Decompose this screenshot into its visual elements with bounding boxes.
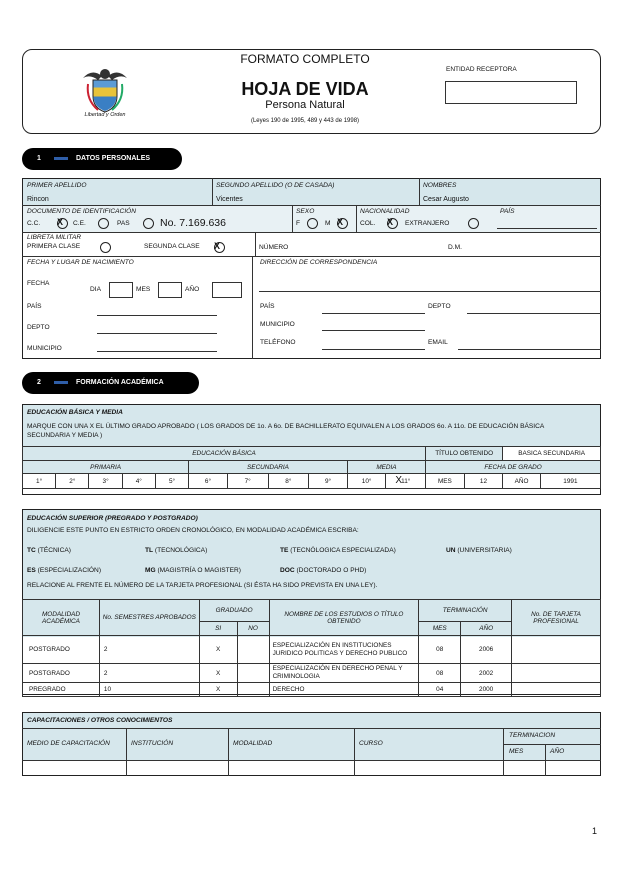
- row-tarjeta[interactable]: [512, 683, 601, 697]
- segundo-apellido-value[interactable]: Vicentes: [216, 196, 243, 203]
- ano-label: AÑO: [185, 286, 200, 293]
- row-ano[interactable]: 2000: [461, 683, 512, 697]
- code-doc: DOC (DOCTORADO O PHD): [280, 567, 367, 574]
- row-no[interactable]: [237, 683, 269, 697]
- sexo-label: SEXO: [296, 208, 315, 215]
- birth-depto-field[interactable]: [97, 333, 217, 334]
- row-semestres[interactable]: 2: [99, 664, 199, 683]
- page-number: 1: [592, 826, 598, 836]
- row-tarjeta[interactable]: [512, 636, 601, 664]
- row-ano[interactable]: 2006: [461, 636, 512, 664]
- m-label: M: [325, 220, 331, 227]
- cap-terminacion-header: TERMINACION: [509, 732, 556, 739]
- ano-field[interactable]: [212, 282, 242, 298]
- primer-apellido-value[interactable]: Rincon: [27, 196, 49, 203]
- section-2-accent: [54, 381, 68, 384]
- ce-label: C.E.: [73, 220, 86, 227]
- nombres-label: NOMBRES: [423, 182, 457, 189]
- col-nombre: NOMBRE DE LOS ESTUDIOS O TÍTULO OBTENIDO: [269, 600, 419, 636]
- table-row: [23, 664, 601, 683]
- email-field[interactable]: [458, 349, 601, 350]
- row-mes[interactable]: 08: [419, 664, 461, 683]
- section-1-label: DATOS PERSONALES: [76, 155, 151, 162]
- grade-cell[interactable]: 9°: [309, 474, 348, 489]
- titulo-obtenido-value[interactable]: BASICA SECUNDARIA: [503, 447, 601, 461]
- row-no[interactable]: [237, 664, 269, 683]
- col-tarjeta: No. DE TARJETA PROFESIONAL: [512, 600, 601, 636]
- row-modalidad[interactable]: PREGRADO: [23, 683, 100, 697]
- code-tl: TL (TECNOLÓGICA): [145, 547, 208, 554]
- code-mg: MG (MAGISTRÍA O MAGISTER): [145, 567, 241, 574]
- page-subtitle: Persona Natural: [265, 99, 345, 111]
- grado-ano-label: AÑO: [503, 474, 541, 489]
- col-modalidad: MODALIDAD ACADÉMICA: [23, 600, 100, 636]
- cap-mes-header: MES: [509, 748, 524, 755]
- dia-field[interactable]: [109, 282, 133, 298]
- row-nombre[interactable]: DERECHO: [269, 683, 419, 697]
- birth-pais-label: PAÍS: [27, 303, 42, 310]
- pais-label: PAÍS: [500, 208, 515, 215]
- col-si: SI: [199, 622, 237, 636]
- code-es: ES (ESPECIALIZACIÓN): [27, 567, 102, 574]
- f-radio[interactable]: [307, 218, 318, 229]
- fecha-grado-header: FECHA DE GRADO: [426, 461, 601, 474]
- row-mes[interactable]: 04: [419, 683, 461, 697]
- f-label: F: [296, 220, 301, 227]
- grade-marked-x: X: [395, 475, 403, 486]
- logo-caption: Libertad y Orden: [84, 112, 126, 118]
- grade-cell[interactable]: 4°: [122, 474, 155, 489]
- telefono-label: TELÉFONO: [260, 339, 296, 346]
- cap-row-medio[interactable]: [23, 761, 126, 775]
- m-selected-x: X: [337, 217, 344, 227]
- basica-grid: [22, 446, 601, 489]
- grade-cell-marked[interactable]: [386, 474, 426, 489]
- segunda-clase-selected-x: X: [214, 241, 221, 251]
- entity-field[interactable]: [445, 81, 577, 104]
- row-semestres[interactable]: 2: [99, 636, 199, 664]
- grade-cell[interactable]: 3°: [89, 474, 122, 489]
- laws-note: (Leyes 190 de 1995, 489 y 443 de 1998): [250, 118, 360, 124]
- cap-modalidad-header: MODALIDAD: [233, 740, 273, 747]
- direccion-label: DIRECCIÓN DE CORRESPONDENCIA: [260, 259, 378, 266]
- row-semestres[interactable]: 10: [99, 683, 199, 697]
- cap-row-modalidad[interactable]: [229, 761, 354, 775]
- superior-instruction: DILIGENCIE ESTE PUNTO EN ESTRICTO ORDEN CRONOLÓGICO, EN MODALIDAD ACADÉMICA ESCRIBA:: [27, 527, 359, 534]
- col-mes: MES: [419, 622, 461, 636]
- segundo-apellido-label: SEGUNDO APELLIDO (O DE CASADA): [216, 182, 335, 189]
- basica-heading: EDUCACIÓN BÁSICA Y MEDIA: [27, 409, 123, 416]
- cc-label: C.C.: [27, 220, 41, 227]
- extranjero-label: EXTRANJERO: [405, 220, 450, 227]
- secundaria-header: SECUNDARIA: [189, 461, 348, 474]
- dir-municipio-label: MUNICIPIO: [260, 321, 295, 328]
- cap-row-institucion[interactable]: [127, 761, 228, 775]
- col-no: NO: [237, 622, 269, 636]
- grade-cell[interactable]: 10°: [347, 474, 386, 489]
- page-title: HOJA DE VIDA: [241, 79, 369, 99]
- dia-label: DIA: [90, 286, 101, 293]
- grado-ano-value[interactable]: 1991: [540, 474, 600, 489]
- section-1-header: [22, 148, 182, 170]
- mes-label: MES: [136, 286, 151, 293]
- section-1-accent: [54, 157, 68, 160]
- superior-table: [22, 599, 601, 697]
- row-tarjeta[interactable]: [512, 664, 601, 683]
- dir-municipio-field[interactable]: [322, 330, 425, 331]
- birth-municipio-label: MUNICIPIO: [27, 345, 62, 352]
- libreta-label: LIBRETA MILITAR: [27, 234, 82, 241]
- col-semestres: No. SEMESTRES APROBADOS: [99, 600, 199, 636]
- direccion-field[interactable]: [259, 291, 601, 292]
- table-row: [23, 636, 601, 664]
- format-label: FORMATO COMPLETO: [240, 52, 370, 66]
- cap-row-curso[interactable]: [355, 761, 503, 775]
- col-ano: AÑO: [461, 622, 512, 636]
- dir-depto-label: DEPTO: [428, 303, 451, 310]
- col-graduado: GRADUADO: [199, 600, 269, 622]
- row-nombre[interactable]: ESPECIALIZACIÓN EN DERECHO PENAL Y CRIMINOLOGIA: [269, 664, 419, 683]
- numero-label: NÚMERO: [259, 244, 289, 251]
- birth-depto-label: DEPTO: [27, 324, 50, 331]
- pais-field-line[interactable]: [497, 228, 597, 229]
- table-row: [23, 683, 601, 697]
- cap-institucion-header: INSTITUCIÓN: [131, 740, 174, 747]
- row-ano[interactable]: 2002: [461, 664, 512, 683]
- titulo-obtenido-header: TÍTULO OBTENIDO: [426, 447, 503, 461]
- cap-ano-header: AÑO: [550, 748, 565, 755]
- nacionalidad-label: NACIONALIDAD: [360, 208, 410, 215]
- row-si[interactable]: X: [199, 636, 237, 664]
- primera-clase-radio[interactable]: [100, 242, 111, 253]
- col-selected-x: X: [387, 217, 394, 227]
- grado-mes-value[interactable]: 12: [464, 474, 503, 489]
- capacitaciones-heading: CAPACITACIONES / OTROS CONOCIMIENTOS: [27, 717, 173, 724]
- fecha-lugar-label: FECHA Y LUGAR DE NACIMIENTO: [27, 259, 134, 266]
- birth-municipio-field[interactable]: [97, 351, 217, 352]
- grade-cell[interactable]: 2°: [56, 474, 89, 489]
- dir-depto-field[interactable]: [467, 313, 601, 314]
- code-tc: TC (TÉCNICA): [27, 547, 71, 554]
- segunda-clase-label: SEGUNDA CLASE: [144, 243, 200, 250]
- telefono-field[interactable]: [322, 349, 425, 350]
- cap-medio-header: MEDIO DE CAPACITACIÓN: [27, 740, 110, 747]
- grade-cell[interactable]: 5°: [155, 474, 188, 489]
- row-mes[interactable]: 08: [419, 636, 461, 664]
- fecha-label: FECHA: [27, 280, 50, 287]
- code-te: TE (TECNÓLOGICA ESPECIALIZADA): [280, 547, 396, 554]
- section-1-number: 1: [37, 155, 41, 162]
- birth-pais-field[interactable]: [97, 315, 217, 316]
- entity-label: ENTIDAD RECEPTORA: [446, 66, 517, 73]
- ce-radio[interactable]: [98, 218, 109, 229]
- row-modalidad[interactable]: POSTGRADO: [23, 664, 100, 683]
- cc-selected-x: X: [57, 217, 64, 227]
- primera-clase-label: PRIMERA CLASE: [27, 243, 81, 250]
- superior-heading: EDUCACIÓN SUPERIOR (PREGRADO Y POSTGRADO): [27, 515, 198, 522]
- media-header: MEDIA: [347, 461, 425, 474]
- row-si[interactable]: X: [199, 664, 237, 683]
- dir-pais-field[interactable]: [322, 313, 425, 314]
- grade-cell[interactable]: 1°: [23, 474, 56, 489]
- relacione-note: RELACIONE AL FRENTE EL NÚMERO DE LA TARJETA PROFESIONAL (SI ÉSTA HA SIDO PREVISTA EN UNA LEY).: [27, 582, 378, 589]
- pas-label: PAS: [117, 220, 130, 227]
- cap-curso-header: CURSO: [359, 740, 383, 747]
- code-un: UN (UNIVERSITARIA): [446, 547, 512, 554]
- grade-cell[interactable]: 8°: [268, 474, 309, 489]
- col-label: COL.: [360, 220, 376, 227]
- email-label: EMAIL: [428, 339, 448, 346]
- doc-id-label: DOCUMENTO DE IDENTIFICACIÓN: [27, 208, 137, 215]
- mes-field[interactable]: [158, 282, 182, 298]
- grade-cell[interactable]: 6°: [189, 474, 228, 489]
- grade-cell[interactable]: 7°: [227, 474, 268, 489]
- primaria-header: PRIMARIA: [23, 461, 189, 474]
- grade-label: 11°: [401, 477, 411, 485]
- section-2-header: [22, 372, 199, 394]
- row-nombre[interactable]: ESPECIALIZACIÓN EN INSTITUCIONES JURIDICO POLITICAS Y DERECHO PUBLICO: [269, 636, 419, 664]
- pas-radio[interactable]: [143, 218, 154, 229]
- row-modalidad[interactable]: POSTGRADO: [23, 636, 100, 664]
- doc-number[interactable]: No. 7.169.636: [160, 217, 226, 229]
- row-no[interactable]: [237, 636, 269, 664]
- grado-mes-label: MES: [426, 474, 465, 489]
- section-2-label: FORMACIÓN ACADÉMICA: [76, 379, 164, 386]
- primer-apellido-label: PRIMER APELLIDO: [27, 182, 87, 189]
- col-terminacion: TERMINACIÓN: [419, 600, 512, 622]
- dir-pais-label: PAÍS: [260, 303, 275, 310]
- nombres-value[interactable]: Cesar Augusto: [423, 196, 469, 203]
- educacion-basica-header: EDUCACIÓN BÁSICA: [23, 447, 426, 461]
- extranjero-radio[interactable]: [468, 218, 479, 229]
- dm-label: D.M.: [448, 244, 462, 251]
- basica-instruction: MARQUE CON UNA X EL ÚLTIMO GRADO APROBADO ( LOS GRADOS DE 1o. A 6o. DE BACHILLERATO EQUIVALEN A LOS GRADOS 6o. A 11o. DE EDUCACIÓN BÁSICA SECUNDARIA Y MEDIA ): [27, 423, 544, 439]
- section-2-number: 2: [37, 379, 41, 386]
- row-si[interactable]: X: [199, 683, 237, 697]
